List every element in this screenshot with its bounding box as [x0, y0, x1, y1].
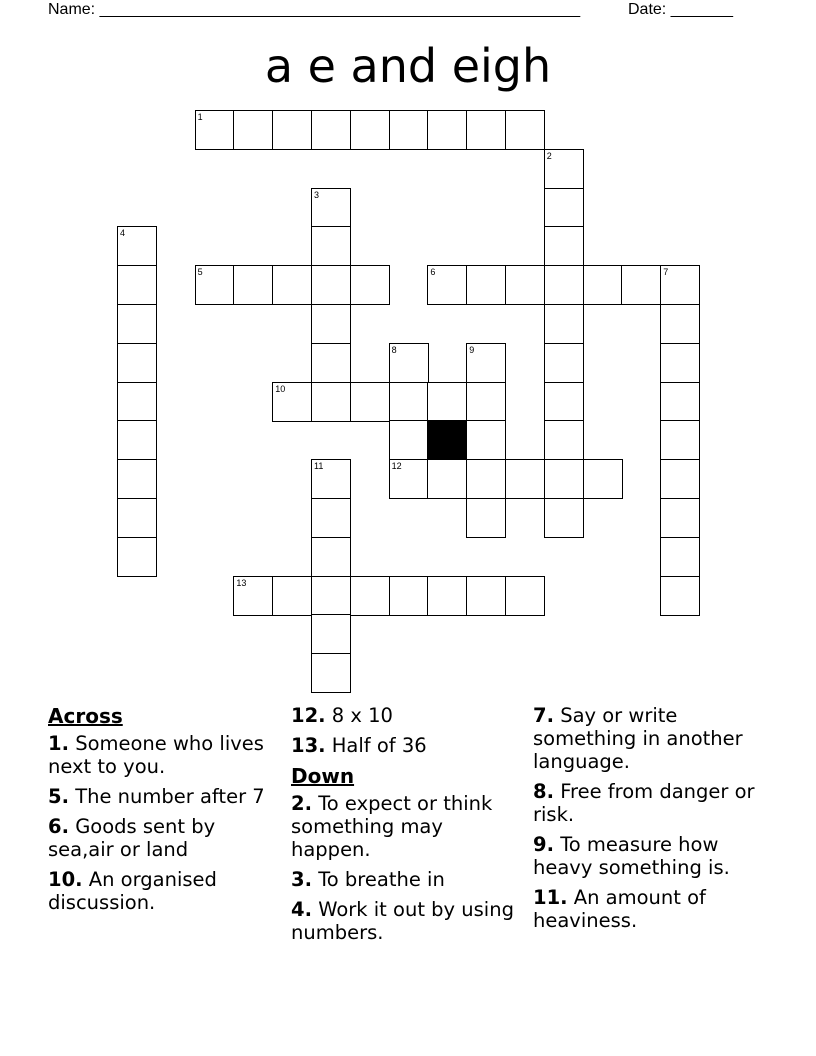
grid-cell[interactable]	[389, 343, 429, 383]
grid-cell[interactable]	[466, 420, 506, 460]
clue-text: Work it out by using numbers.	[291, 898, 514, 944]
grid-cell[interactable]	[272, 110, 312, 150]
grid-cell[interactable]	[544, 188, 584, 228]
grid-cell[interactable]	[505, 459, 545, 499]
clue-text: The number after 7	[75, 785, 265, 808]
clue-text: Goods sent by sea,air or land	[48, 815, 216, 861]
clue-across-13	[291, 734, 527, 757]
grid-cell[interactable]	[350, 110, 390, 150]
grid-cell[interactable]	[505, 110, 545, 150]
grid-cell[interactable]	[311, 459, 351, 499]
grid-cell[interactable]	[311, 343, 351, 383]
cell-number: 6	[430, 267, 436, 278]
grid-cell[interactable]	[350, 382, 390, 422]
clue-number: 8.	[533, 780, 554, 803]
clue-number: 5.	[48, 785, 69, 808]
grid-cell[interactable]	[117, 226, 157, 266]
grid-cell[interactable]	[660, 459, 700, 499]
clue-text: To expect or think something may happen.	[291, 792, 493, 861]
grid-cell[interactable]	[311, 653, 351, 693]
grid-cell[interactable]	[544, 382, 584, 422]
grid-cell[interactable]	[660, 498, 700, 538]
name-field[interactable]: Name: ______________________________________________________	[48, 1, 581, 18]
grid-cell[interactable]	[233, 265, 273, 305]
cell-number: 8	[391, 344, 397, 355]
grid-cell[interactable]	[389, 420, 429, 460]
clue-number: 1.	[48, 732, 69, 755]
grid-cell[interactable]	[583, 265, 623, 305]
cell-number: 10	[275, 383, 286, 394]
grid-cell[interactable]	[311, 265, 351, 305]
clue-number: 12.	[291, 704, 326, 727]
grid-cell[interactable]	[272, 265, 312, 305]
grid-cell[interactable]	[311, 614, 351, 654]
clue-down-4	[291, 898, 527, 944]
grid-cell[interactable]	[311, 382, 351, 422]
grid-cell[interactable]	[505, 265, 545, 305]
clue-across-5	[48, 785, 284, 808]
grid-cell[interactable]	[660, 576, 700, 616]
cell-number: 13	[236, 577, 247, 588]
cell-number: 5	[197, 267, 203, 278]
clue-text: An amount of heaviness.	[533, 886, 706, 932]
clue-down-9	[533, 833, 769, 879]
clue-number: 4.	[291, 898, 312, 921]
clue-across-1	[48, 732, 284, 778]
grid-cell[interactable]	[466, 265, 506, 305]
grid-cell[interactable]	[505, 576, 545, 616]
grid-cell[interactable]	[544, 149, 584, 189]
grid-cell[interactable]	[117, 420, 157, 460]
clue-text: Someone who lives next to you.	[48, 732, 264, 778]
grid-cell[interactable]	[544, 226, 584, 266]
grid-cell[interactable]	[272, 382, 312, 422]
grid-cell[interactable]	[660, 265, 700, 305]
clue-down-8	[533, 780, 769, 826]
clue-text: To breathe in	[318, 868, 445, 891]
down-heading: Down	[291, 764, 355, 788]
grid-cell[interactable]	[350, 576, 390, 616]
grid-cell[interactable]	[389, 382, 429, 422]
clue-down-3	[291, 868, 527, 891]
clue-down-7	[533, 704, 769, 773]
clue-number: 9.	[533, 833, 554, 856]
cell-number: 3	[314, 189, 320, 200]
grid-cell[interactable]	[311, 304, 351, 344]
clue-text: 8 x 10	[331, 704, 393, 727]
grid-cell[interactable]	[272, 576, 312, 616]
grid-cell[interactable]	[117, 498, 157, 538]
cell-number: 9	[469, 344, 475, 355]
grid-cell[interactable]	[544, 420, 584, 460]
grid-cell[interactable]	[427, 459, 467, 499]
grid-cell[interactable]	[195, 265, 235, 305]
grid-cell[interactable]	[660, 382, 700, 422]
grid-cell[interactable]	[544, 343, 584, 383]
grid-cell[interactable]	[311, 576, 351, 616]
grid-cell[interactable]	[311, 226, 351, 266]
clues-column-2	[291, 704, 527, 951]
cell-number: 12	[391, 461, 402, 472]
grid-cell[interactable]	[117, 304, 157, 344]
clue-number: 11.	[533, 886, 568, 909]
clue-number: 2.	[291, 792, 312, 815]
clue-number: 13.	[291, 734, 326, 757]
clue-number: 6.	[48, 815, 69, 838]
clue-text: Free from danger or risk.	[533, 780, 755, 826]
clue-down-11	[533, 886, 769, 932]
grid-cell[interactable]	[389, 459, 429, 499]
clue-number: 10.	[48, 868, 83, 891]
grid-cell[interactable]	[117, 537, 157, 577]
grid-cell[interactable]	[466, 576, 506, 616]
cell-number: 7	[663, 267, 669, 278]
date-field[interactable]: Date: _______	[628, 1, 733, 18]
cell-number: 2	[546, 150, 552, 161]
grid-cell[interactable]	[117, 265, 157, 305]
clue-text: Say or write something in another language.	[533, 704, 743, 773]
clue-text: Half of 36	[331, 734, 427, 757]
clue-across-6	[48, 815, 284, 861]
grid-cell[interactable]	[233, 110, 273, 150]
grid-cell[interactable]	[544, 265, 584, 305]
black-cell	[427, 420, 467, 460]
grid-cell[interactable]	[583, 459, 623, 499]
grid-cell[interactable]	[466, 110, 506, 150]
grid-cell[interactable]	[660, 343, 700, 383]
grid-cell[interactable]	[117, 459, 157, 499]
across-heading: Across	[48, 704, 123, 728]
grid-cell[interactable]	[389, 110, 429, 150]
grid-cell[interactable]	[195, 110, 235, 150]
clue-number: 3.	[291, 868, 312, 891]
grid-cell[interactable]	[427, 382, 467, 422]
cell-number: 4	[120, 228, 126, 239]
grid-cell[interactable]	[466, 459, 506, 499]
grid-cell[interactable]	[466, 382, 506, 422]
grid-cell[interactable]	[544, 459, 584, 499]
grid-cell[interactable]	[311, 537, 351, 577]
grid-cell[interactable]	[544, 498, 584, 538]
grid-cell[interactable]	[311, 110, 351, 150]
clues-column-3	[533, 704, 769, 939]
grid-cell[interactable]	[466, 343, 506, 383]
grid-cell[interactable]	[660, 304, 700, 344]
grid-cell[interactable]	[350, 265, 390, 305]
clue-number: 7.	[533, 704, 554, 727]
grid-cell[interactable]	[621, 265, 661, 305]
grid-cell[interactable]	[311, 188, 351, 228]
grid-cell[interactable]	[311, 498, 351, 538]
grid-cell[interactable]	[544, 304, 584, 344]
grid-cell[interactable]	[427, 110, 467, 150]
clue-across-10	[48, 868, 284, 914]
cell-number: 1	[197, 112, 203, 122]
grid-cell[interactable]	[427, 576, 467, 616]
clue-text: To measure how heavy something is.	[533, 833, 730, 879]
clue-text: An organised discussion.	[48, 868, 217, 914]
grid-cell[interactable]	[466, 498, 506, 538]
grid-cell[interactable]	[427, 265, 467, 305]
grid-cell[interactable]	[660, 420, 700, 460]
clues-column-1	[48, 704, 284, 921]
grid-cell[interactable]	[233, 576, 273, 616]
grid-cell[interactable]	[117, 382, 157, 422]
grid-cell[interactable]	[660, 537, 700, 577]
clue-across-12	[291, 704, 527, 727]
clue-down-2	[291, 792, 527, 861]
grid-cell[interactable]	[389, 576, 429, 616]
cell-number: 11	[314, 461, 324, 472]
grid-cell[interactable]	[117, 343, 157, 383]
page-title: a e and eigh	[264, 39, 552, 93]
